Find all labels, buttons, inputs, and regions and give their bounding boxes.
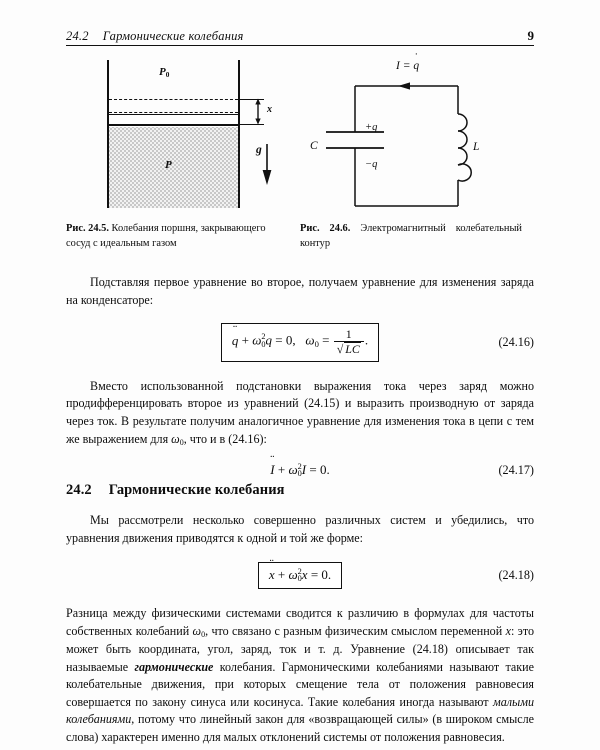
- paragraph-4-part-a: Разница между физическими системами сводится к различию в формулах для частоты собственных колебаний: [66, 606, 534, 638]
- paragraph-4-part-b: , что связано с разным физическим смыслом переменной: [205, 623, 506, 638]
- equation-24-17-row: [66, 462, 534, 478]
- running-head-section-title: Гармонические колебания: [102, 29, 244, 43]
- page-number: 9: [527, 28, 534, 43]
- equation-24-17: I ¨ + ω 2 0 I = 0.: [270, 462, 329, 478]
- figure-24-6-caption-label: Рис. 24.6.: [300, 223, 351, 234]
- label-gravity-g: g: [256, 144, 262, 156]
- paragraph-4-part-c: : это может быть координата, угол, заряд, ток и т. д. Уравнение: [66, 623, 535, 656]
- equation-24-16-number: (24.16): [498, 334, 534, 349]
- label-displacement-x: x: [267, 104, 272, 115]
- paragraph-2-part-d: :: [263, 431, 267, 446]
- paragraph-4-omega-sub: 0: [201, 630, 206, 640]
- paragraph-4-part-d: описывает так называемые: [66, 641, 535, 674]
- paragraph-2-omega-sub: 0: [179, 437, 184, 447]
- paragraph-3: Мы рассмотрели несколько совершенно различных систем и убедились, что уравнения движения приводятся к одной и той же форме:: [66, 513, 534, 545]
- figure-24-6-lc-circuit-diagram: [298, 56, 513, 211]
- running-head-section-number: 24.2: [66, 29, 89, 43]
- figure-24-5-arrows: [101, 56, 291, 211]
- paragraph-4-part-f: , потому что линейный закон для «возвращающей силы» (в широком смысле слова) характерен именно для малых отклонений системы от положения равновесия.: [66, 712, 534, 745]
- paragraph-4-ref-24-18: (24.18): [412, 641, 448, 656]
- figure-24-5-caption-text: Колебания поршня, закрывающего сосуд с идеальным газом: [66, 223, 266, 249]
- figure-24-6-caption-text: Электромагнитный колебательный контур: [300, 223, 522, 249]
- section-heading-24-2: [66, 482, 534, 499]
- paragraph-2-part-a: Вместо использованной подстановки выражения тока через заряд можно продифференцировать второе из уравнений: [66, 378, 534, 411]
- running-head: [66, 22, 534, 44]
- paragraph-4-omega: ω: [192, 623, 202, 638]
- label-current: I = q ˙: [396, 60, 419, 72]
- label-charge-positive: +q: [365, 122, 378, 133]
- page-body: [66, 274, 534, 478]
- paragraph-2: [66, 378, 534, 449]
- header-rule: [66, 45, 534, 46]
- label-outer-pressure: $P_0$: [159, 66, 170, 80]
- lc-circuit-schematic: [298, 56, 513, 211]
- equation-24-16: q ¨ + ω 2 0 q = 0, $\omega_0$ = $\frac{1}{√ LC}$ .: [221, 323, 379, 361]
- paragraph-2-ref-24-15: (24.15): [304, 396, 340, 411]
- figure-24-6-caption: [300, 222, 522, 252]
- equation-24-17-number: (24.17): [498, 462, 534, 477]
- equation-24-16-row: [66, 323, 534, 361]
- paragraph-1: Подставляя первое уравнение во второе, получаем уравнение для изменения заряда на конденсаторе:: [66, 275, 534, 307]
- equation-24-18-number: (24.18): [498, 568, 534, 583]
- paragraph-4-emphasis-harmonic: гармонические: [134, 659, 214, 674]
- paragraph-4: [66, 605, 534, 746]
- paragraph-2-omega: ω: [171, 431, 180, 446]
- label-charge-negative: −q: [365, 159, 378, 170]
- equation-24-18-row: [66, 562, 534, 589]
- figure-24-5-caption: [66, 222, 271, 252]
- label-capacitor: C: [310, 140, 318, 152]
- paragraph-2-ref-24-16: (24.16): [228, 431, 264, 446]
- figure-24-5-caption-label: Рис. 24.5.: [66, 223, 109, 234]
- running-head-left: [66, 29, 244, 44]
- section-heading-title: Гармонические колебания: [108, 482, 285, 498]
- paragraph-2-part-c: , что и в: [183, 431, 229, 446]
- paragraph-4-variable-x: x: [505, 623, 511, 638]
- label-gas-pressure: P: [165, 159, 172, 171]
- label-inductor: L: [473, 141, 480, 153]
- figure-24-5-piston-diagram: [101, 56, 291, 211]
- equation-24-18: x ¨ + ω 2 0 x = 0.: [258, 562, 342, 589]
- paragraph-4-part-e: колебания. Гармоническими колебаниями называют такие колебательные движения, при которых смещение тела от положения равновесия совершается по закону синуса или косинуса. Такие колебания иногда называют: [66, 659, 535, 709]
- section-heading-number: 24.2: [66, 482, 92, 498]
- page-body-lower: [66, 512, 534, 747]
- paragraph-4-emphasis-small-oscillations: малыми колебаниями: [66, 694, 534, 727]
- paragraph-2-part-b: и выразить производную от заряда через ток. В результате получим аналогичное уравнение для изменения тока в цепи с тем же выражением для: [66, 396, 534, 446]
